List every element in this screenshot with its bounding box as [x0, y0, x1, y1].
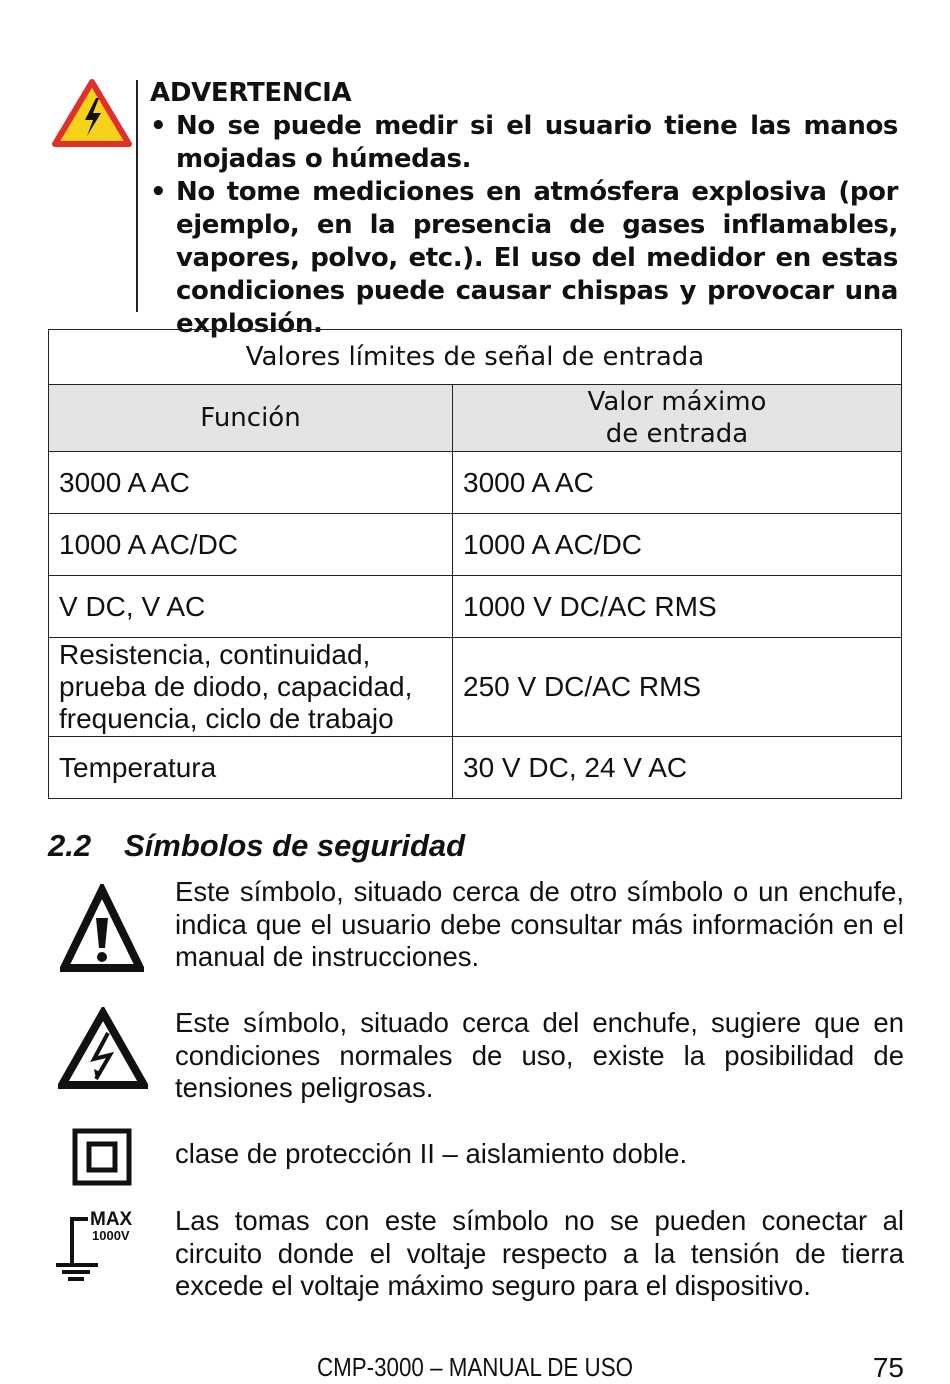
- warning-title: ADVERTENCIA: [150, 78, 352, 108]
- table-row: [49, 452, 902, 514]
- section-title: Símbolos de seguridad: [124, 828, 466, 863]
- table-caption: Valores límites de señal de entrada: [49, 330, 902, 385]
- warning-bullet: • No tome mediciones en atmósfera explosiva (por ejemplo, en la presencia de gases inflamables, vapores, polvo, etc.). El uso del medidor en estas condiciones puede causar chispas y provocar una explosión.: [150, 176, 898, 341]
- high-voltage-warning-icon: [52, 78, 132, 148]
- symbol-item: [48, 1007, 904, 1107]
- symbol-item: [48, 876, 904, 976]
- table-row: [49, 638, 902, 737]
- double-insulation-icon: [72, 1128, 132, 1186]
- table-cell-function: V DC, V AC: [49, 576, 453, 638]
- icon-max-label: MAX: [90, 1209, 133, 1230]
- symbol-item: [48, 1205, 904, 1305]
- exclamation-triangle-icon: [60, 884, 144, 972]
- section-number: 2.2: [48, 828, 92, 863]
- lightning-triangle-icon: [58, 1007, 148, 1091]
- symbol-item: [48, 1128, 904, 1188]
- symbol-description: Este símbolo, situado cerca del enchufe, sugiere que en condiciones normales de uso, existe la posibilidad de tensiones peligrosas.: [175, 1007, 904, 1103]
- table-cell-max-value: 3000 A AC: [453, 452, 902, 514]
- warning-bullet: • No se puede medir si el usuario tiene las manos mojadas o húmedas.: [150, 110, 898, 176]
- table-row: [49, 576, 902, 638]
- warning-divider: [136, 80, 138, 312]
- table-cell-max-value: 1000 A AC/DC: [453, 514, 902, 576]
- table-cell-function: Resistencia, continuidad, prueba de diodo, capacidad, frequencia, ciclo de trabajo: [49, 638, 453, 737]
- symbol-description: Las tomas con este símbolo no se pueden conectar al circuito donde el voltaje respecto a la tensión de tierra excede el voltaje máximo seguro para el dispositivo.: [175, 1205, 904, 1301]
- table-header-max-value: Valor máximo de entrada: [453, 385, 902, 452]
- symbol-description: Este símbolo, situado cerca de otro símbolo o un enchufe, indica que el usuario debe consultar más información en el manual de instrucciones.: [175, 876, 904, 972]
- table-cell-function: 1000 A AC/DC: [49, 514, 453, 576]
- table-cell-function: Temperatura: [49, 737, 453, 799]
- table-cell-max-value: 250 V DC/AC RMS: [453, 638, 902, 737]
- table-cell-max-value: 30 V DC, 24 V AC: [453, 737, 902, 799]
- table-cell-max-value: 1000 V DC/AC RMS: [453, 576, 902, 638]
- page-number: 75: [872, 1352, 904, 1383]
- max-1000v-ground-icon: [52, 1205, 148, 1285]
- section-heading: [48, 828, 465, 864]
- table-row: [49, 514, 902, 576]
- footer-title: CMP-3000 – MANUAL DE USO: [316, 1352, 634, 1382]
- warning-text: [150, 76, 898, 341]
- table-row: [49, 737, 902, 799]
- table-header-function: Función: [49, 385, 453, 452]
- table-cell-function: 3000 A AC: [49, 452, 453, 514]
- symbol-description: clase de protección II – aislamiento doble.: [175, 1138, 688, 1169]
- warning-block: [50, 76, 910, 339]
- warning-list: [150, 110, 898, 341]
- input-limits-table: [48, 329, 902, 799]
- icon-voltage-label: 1000V: [92, 1228, 130, 1243]
